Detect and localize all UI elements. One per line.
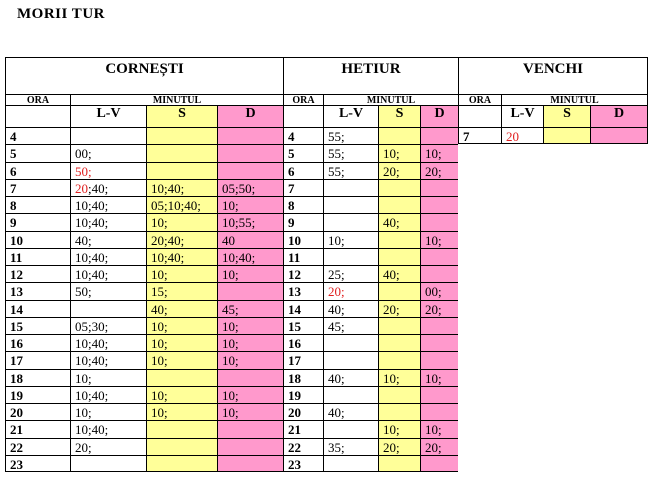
d-cell: 10;	[217, 403, 283, 420]
hour-cell: 21	[283, 420, 323, 438]
d-header: D	[420, 105, 458, 127]
hour-cell: 13	[5, 282, 70, 300]
hour-cell: 12	[283, 265, 323, 282]
d-cell	[217, 282, 283, 300]
s-cell: 10;	[146, 403, 217, 420]
lv-cell: 05;30;	[70, 317, 146, 334]
d-cell	[420, 127, 458, 144]
minutul-header: MINUTUL	[70, 94, 283, 105]
s-cell	[146, 144, 217, 162]
d-cell: 10;	[217, 351, 283, 369]
lv-cell	[323, 196, 378, 213]
d-cell	[420, 455, 458, 472]
s-header: S	[543, 105, 590, 127]
hour-cell: 7	[458, 127, 501, 144]
hour-cell: 17	[5, 351, 70, 369]
d-cell: 10;40;	[217, 248, 283, 265]
lv-cell	[70, 300, 146, 317]
hour-cell: 15	[5, 317, 70, 334]
hour-cell: 13	[283, 282, 323, 300]
hour-cell: 18	[283, 369, 323, 386]
s-cell	[146, 162, 217, 179]
s-cell	[378, 351, 420, 369]
lv-cell: 10;40;	[70, 334, 146, 351]
d-cell	[420, 386, 458, 403]
d-cell: 20;	[420, 438, 458, 455]
hour-cell: 9	[283, 213, 323, 231]
d-cell: 10;	[217, 196, 283, 213]
minutul-header: MINUTUL	[323, 94, 458, 105]
lv-header: L-V	[501, 105, 543, 127]
page-title: MORII TUR	[17, 6, 105, 22]
s-cell: 10;	[146, 265, 217, 282]
hour-cell: 23	[283, 455, 323, 472]
lv-cell: 10;40;	[70, 248, 146, 265]
ora-header: ORA	[458, 94, 501, 105]
s-cell	[146, 438, 217, 455]
d-cell: 40	[217, 231, 283, 248]
hour-cell: 4	[283, 127, 323, 144]
lv-cell	[323, 213, 378, 231]
s-cell	[378, 179, 420, 196]
d-cell	[217, 455, 283, 472]
s-cell: 40;	[146, 300, 217, 317]
hour-cell: 8	[283, 196, 323, 213]
s-cell: 10;	[146, 317, 217, 334]
lv-cell	[323, 179, 378, 196]
hour-cell: 5	[283, 144, 323, 162]
hour-cell: 6	[283, 162, 323, 179]
s-cell	[146, 420, 217, 438]
d-cell	[420, 351, 458, 369]
hour-cell: 6	[5, 162, 70, 179]
lv-cell: 20;	[323, 282, 378, 300]
hour-cell: 11	[5, 248, 70, 265]
hour-cell: 22	[5, 438, 70, 455]
lv-cell	[323, 248, 378, 265]
section-title: HETIUR	[283, 57, 458, 94]
lv-cell	[323, 455, 378, 472]
hour-header-blank	[458, 105, 501, 127]
s-cell: 10;40;	[146, 179, 217, 196]
s-cell	[146, 455, 217, 472]
d-cell	[420, 265, 458, 282]
s-cell: 20;	[378, 438, 420, 455]
hour-header-blank	[5, 105, 70, 127]
lv-cell: 10;40;	[70, 420, 146, 438]
d-cell: 10;	[217, 265, 283, 282]
s-cell: 10;	[378, 144, 420, 162]
lv-cell	[70, 455, 146, 472]
s-cell: 40;	[378, 265, 420, 282]
hour-cell: 21	[5, 420, 70, 438]
lv-cell: 10;	[323, 231, 378, 248]
lv-header: L-V	[323, 105, 378, 127]
s-cell	[378, 386, 420, 403]
s-cell: 10;	[146, 213, 217, 231]
d-cell: 10;	[420, 231, 458, 248]
lv-cell	[323, 334, 378, 351]
lv-cell	[323, 351, 378, 369]
hour-cell: 19	[283, 386, 323, 403]
hour-cell: 19	[5, 386, 70, 403]
d-cell: 10;	[420, 144, 458, 162]
lv-cell: 40;	[323, 300, 378, 317]
s-cell	[378, 317, 420, 334]
s-cell: 20;	[378, 162, 420, 179]
d-cell	[217, 144, 283, 162]
minutul-header: MINUTUL	[501, 94, 648, 105]
s-cell	[378, 231, 420, 248]
d-cell	[420, 403, 458, 420]
hour-cell: 11	[283, 248, 323, 265]
s-header: S	[378, 105, 420, 127]
lv-cell: 25;	[323, 265, 378, 282]
s-cell: 10;	[146, 334, 217, 351]
s-cell	[378, 282, 420, 300]
hour-cell: 8	[5, 196, 70, 213]
lv-highlight: 20	[75, 181, 88, 196]
s-cell	[378, 196, 420, 213]
d-cell	[217, 127, 283, 144]
s-cell: 10;	[378, 369, 420, 386]
lv-cell: 10;	[70, 403, 146, 420]
s-cell	[146, 369, 217, 386]
s-cell: 10;40;	[146, 248, 217, 265]
hour-cell: 4	[5, 127, 70, 144]
lv-cell: 40;	[323, 369, 378, 386]
d-cell	[420, 248, 458, 265]
hour-cell: 23	[5, 455, 70, 472]
lv-cell: 10;40;	[70, 386, 146, 403]
s-cell: 20;	[378, 300, 420, 317]
hour-cell: 15	[283, 317, 323, 334]
d-cell: 45;	[217, 300, 283, 317]
lv-cell: 20	[501, 127, 543, 144]
s-cell	[378, 248, 420, 265]
s-cell: 05;10;40;	[146, 196, 217, 213]
s-cell	[378, 455, 420, 472]
hour-cell: 7	[5, 179, 70, 196]
lv-rest: ;40;	[88, 181, 109, 196]
s-header: S	[146, 105, 217, 127]
lv-cell: 45;	[323, 317, 378, 334]
hour-cell: 9	[5, 213, 70, 231]
s-cell: 40;	[378, 213, 420, 231]
hour-cell: 7	[283, 179, 323, 196]
d-cell	[420, 196, 458, 213]
d-cell: 10;	[217, 317, 283, 334]
d-cell	[217, 420, 283, 438]
hour-cell: 14	[283, 300, 323, 317]
lv-cell: 10;40;	[70, 213, 146, 231]
s-cell	[378, 127, 420, 144]
hour-header-blank	[283, 105, 323, 127]
d-cell	[217, 162, 283, 179]
s-cell: 10;	[378, 420, 420, 438]
lv-cell: 40;	[70, 231, 146, 248]
lv-header: L-V	[70, 105, 146, 127]
lv-cell: 10;40;	[70, 265, 146, 282]
d-cell: 20;	[420, 162, 458, 179]
s-cell: 10;	[146, 351, 217, 369]
ora-header: ORA	[283, 94, 323, 105]
s-cell	[146, 127, 217, 144]
hour-cell: 10	[283, 231, 323, 248]
lv-cell: 50;	[70, 282, 146, 300]
d-cell	[217, 438, 283, 455]
section-title: CORNEȘTI	[5, 57, 283, 94]
lv-cell	[70, 179, 146, 196]
lv-cell: 10;40;	[70, 351, 146, 369]
section-title: VENCHI	[458, 57, 648, 94]
hour-cell: 14	[5, 300, 70, 317]
d-cell	[420, 213, 458, 231]
d-header: D	[217, 105, 283, 127]
d-cell	[420, 334, 458, 351]
d-cell	[420, 317, 458, 334]
lv-cell	[323, 420, 378, 438]
d-header: D	[590, 105, 648, 127]
d-cell: 10;55;	[217, 213, 283, 231]
hour-cell: 20	[5, 403, 70, 420]
s-cell: 10;	[146, 386, 217, 403]
lv-cell: 55;	[323, 144, 378, 162]
d-cell: 00;	[420, 282, 458, 300]
lv-cell: 10;	[70, 369, 146, 386]
d-cell	[420, 179, 458, 196]
hour-cell: 22	[283, 438, 323, 455]
d-cell: 10;	[420, 420, 458, 438]
d-cell: 10;	[420, 369, 458, 386]
hour-cell: 17	[283, 351, 323, 369]
hour-cell: 16	[283, 334, 323, 351]
d-cell	[590, 127, 648, 144]
hour-cell: 10	[5, 231, 70, 248]
lv-cell: 50;	[70, 162, 146, 179]
lv-cell: 35;	[323, 438, 378, 455]
hour-cell: 18	[5, 369, 70, 386]
s-cell: 15;	[146, 282, 217, 300]
lv-cell: 20;	[70, 438, 146, 455]
s-cell	[378, 334, 420, 351]
hour-cell: 20	[283, 403, 323, 420]
d-cell: 20;	[420, 300, 458, 317]
lv-cell	[323, 386, 378, 403]
ora-header: ORA	[5, 94, 70, 105]
hour-cell: 12	[5, 265, 70, 282]
d-cell	[217, 369, 283, 386]
lv-cell: 00;	[70, 144, 146, 162]
hour-cell: 5	[5, 144, 70, 162]
d-cell: 10;	[217, 334, 283, 351]
schedule-table	[5, 57, 648, 492]
lv-cell: 40;	[323, 403, 378, 420]
s-cell	[378, 403, 420, 420]
s-cell	[543, 127, 590, 144]
lv-cell	[70, 127, 146, 144]
s-cell: 20;40;	[146, 231, 217, 248]
lv-cell: 10;40;	[70, 196, 146, 213]
hour-cell: 16	[5, 334, 70, 351]
d-cell: 10;	[217, 386, 283, 403]
lv-cell: 55;	[323, 162, 378, 179]
lv-cell: 55;	[323, 127, 378, 144]
d-cell: 05;50;	[217, 179, 283, 196]
